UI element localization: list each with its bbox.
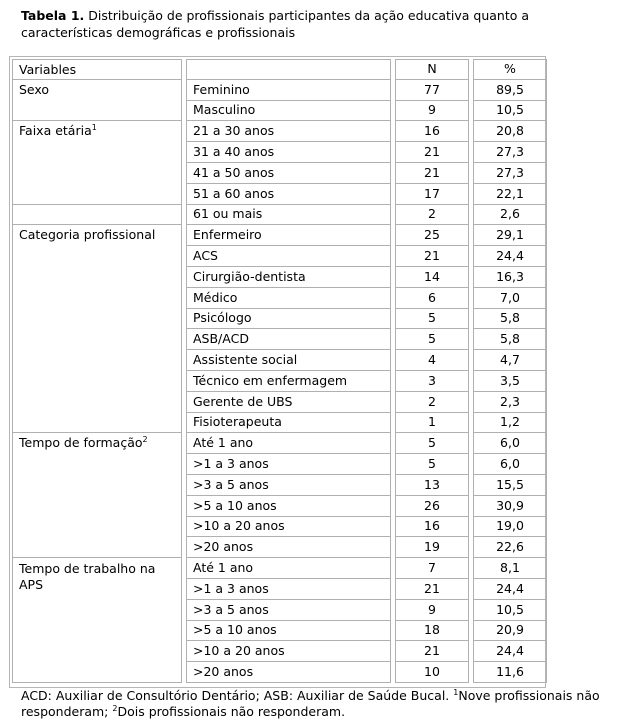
row-category: >5 a 10 anos [186, 621, 391, 642]
table-row [12, 225, 547, 246]
row-category: Técnico em enfermagem [186, 371, 391, 392]
row-pct: 24,4 [473, 641, 547, 662]
row-pct: 30,9 [473, 496, 547, 517]
table-row [12, 80, 547, 101]
row-category: >20 anos [186, 537, 391, 558]
group-label-formacao [12, 433, 182, 558]
row-pct: 22,6 [473, 537, 547, 558]
row-pct: 7,0 [473, 288, 547, 309]
row-pct: 19,0 [473, 517, 547, 538]
row-n: 14 [395, 267, 469, 288]
row-n: 5 [395, 329, 469, 350]
footnote-note-1: Nove profissionais não responderam; [21, 688, 600, 719]
row-n: 3 [395, 371, 469, 392]
group-label-sup: 2 [142, 435, 148, 445]
group-label-text: Sexo [19, 81, 50, 97]
row-category: Masculino [186, 101, 391, 122]
row-category: Médico [186, 288, 391, 309]
row-n: 5 [395, 433, 469, 454]
group-label-text: Faixa etária [19, 123, 92, 139]
row-n: 10 [395, 662, 469, 683]
group-label-faixa [12, 121, 182, 204]
row-category: Cirurgião-dentista [186, 267, 391, 288]
row-n: 2 [395, 392, 469, 413]
row-pct: 4,7 [473, 350, 547, 371]
row-category: >5 a 10 anos [186, 496, 391, 517]
row-n: 7 [395, 558, 469, 579]
row-pct: 89,5 [473, 80, 547, 101]
row-pct: 24,4 [473, 579, 547, 600]
row-pct: 20,9 [473, 621, 547, 642]
row-category: ACS [186, 246, 391, 267]
row-pct: 3,5 [473, 371, 547, 392]
group-label-sexo [12, 80, 182, 122]
row-n: 4 [395, 350, 469, 371]
group-label-sup: 1 [91, 123, 97, 133]
row-pct: 2,6 [473, 205, 547, 226]
row-n: 21 [395, 142, 469, 163]
row-category: Feminino [186, 80, 391, 101]
row-category: 51 a 60 anos [186, 184, 391, 205]
row-category: 21 a 30 anos [186, 121, 391, 142]
row-category: ASB/ACD [186, 329, 391, 350]
row-pct: 11,6 [473, 662, 547, 683]
group-label-faixa_extra [12, 205, 182, 226]
row-pct: 6,0 [473, 433, 547, 454]
footnote-sup-1: 1 [453, 688, 459, 697]
row-category: 61 ou mais [186, 205, 391, 226]
row-category: >1 a 3 anos [186, 579, 391, 600]
row-category: >3 a 5 anos [186, 475, 391, 496]
row-n: 1 [395, 413, 469, 434]
table-footnote [21, 688, 621, 720]
row-category: Até 1 ano [186, 558, 391, 579]
row-pct: 5,8 [473, 329, 547, 350]
footnote-sup-2: 2 [112, 704, 118, 713]
group-label-trabalho [12, 558, 182, 683]
row-n: 2 [395, 205, 469, 226]
footnote-note-2: Dois profissionais não responderam. [117, 704, 346, 719]
row-n: 17 [395, 184, 469, 205]
row-category: >3 a 5 anos [186, 600, 391, 621]
group-label-text: Tempo de formação [19, 435, 143, 451]
row-category: Gerente de UBS [186, 392, 391, 413]
row-pct: 5,8 [473, 309, 547, 330]
row-n: 13 [395, 475, 469, 496]
row-category: >10 a 20 anos [186, 641, 391, 662]
row-n: 19 [395, 537, 469, 558]
data-table [8, 59, 551, 683]
row-pct: 2,3 [473, 392, 547, 413]
table-row [12, 558, 547, 579]
row-category: Fisioterapeuta [186, 413, 391, 434]
row-pct: 6,0 [473, 454, 547, 475]
row-n: 21 [395, 579, 469, 600]
row-category: >20 anos [186, 662, 391, 683]
row-pct: 10,5 [473, 101, 547, 122]
row-category: >1 a 3 anos [186, 454, 391, 475]
row-pct: 24,4 [473, 246, 547, 267]
caption-text: Distribuição de profissionais participantes da ação educativa quanto a características demográficas e profissionais [21, 8, 530, 40]
row-pct: 20,8 [473, 121, 547, 142]
row-pct: 1,2 [473, 413, 547, 434]
row-category: Psicólogo [186, 309, 391, 330]
row-pct: 16,3 [473, 267, 547, 288]
row-category: 31 a 40 anos [186, 142, 391, 163]
row-n: 26 [395, 496, 469, 517]
row-n: 18 [395, 621, 469, 642]
row-category: Assistente social [186, 350, 391, 371]
row-category: 41 a 50 anos [186, 163, 391, 184]
header-row [12, 59, 547, 80]
row-pct: 27,3 [473, 163, 547, 184]
row-pct: 29,1 [473, 225, 547, 246]
group-label-categoria [12, 225, 182, 433]
header-variables: Variables [12, 59, 182, 80]
row-n: 25 [395, 225, 469, 246]
group-label-text: Tempo de trabalho na APS [19, 561, 156, 593]
header-n: N [395, 59, 469, 80]
row-pct: 8,1 [473, 558, 547, 579]
row-category: >10 a 20 anos [186, 517, 391, 538]
row-pct: 10,5 [473, 600, 547, 621]
row-pct: 22,1 [473, 184, 547, 205]
row-n: 5 [395, 454, 469, 475]
row-pct: 27,3 [473, 142, 547, 163]
row-n: 16 [395, 517, 469, 538]
footnote-abbreviations: ACD: Auxiliar de Consultório Dentário; ASB: Auxiliar de Saúde Bucal. [21, 688, 450, 703]
row-category: Até 1 ano [186, 433, 391, 454]
header-pct: % [473, 59, 547, 80]
row-n: 6 [395, 288, 469, 309]
row-category: Enfermeiro [186, 225, 391, 246]
table-caption [21, 7, 611, 41]
table-row [12, 121, 547, 142]
table-row [12, 205, 547, 226]
row-n: 21 [395, 246, 469, 267]
row-n: 16 [395, 121, 469, 142]
row-n: 5 [395, 309, 469, 330]
row-n: 77 [395, 80, 469, 101]
group-label-text: Categoria profissional [19, 227, 156, 243]
table-row [12, 433, 547, 454]
row-pct: 15,5 [473, 475, 547, 496]
row-n: 21 [395, 163, 469, 184]
row-n: 21 [395, 641, 469, 662]
header-category [186, 59, 391, 80]
row-n: 9 [395, 600, 469, 621]
row-n: 9 [395, 101, 469, 122]
caption-label: Tabela 1. [21, 8, 85, 23]
